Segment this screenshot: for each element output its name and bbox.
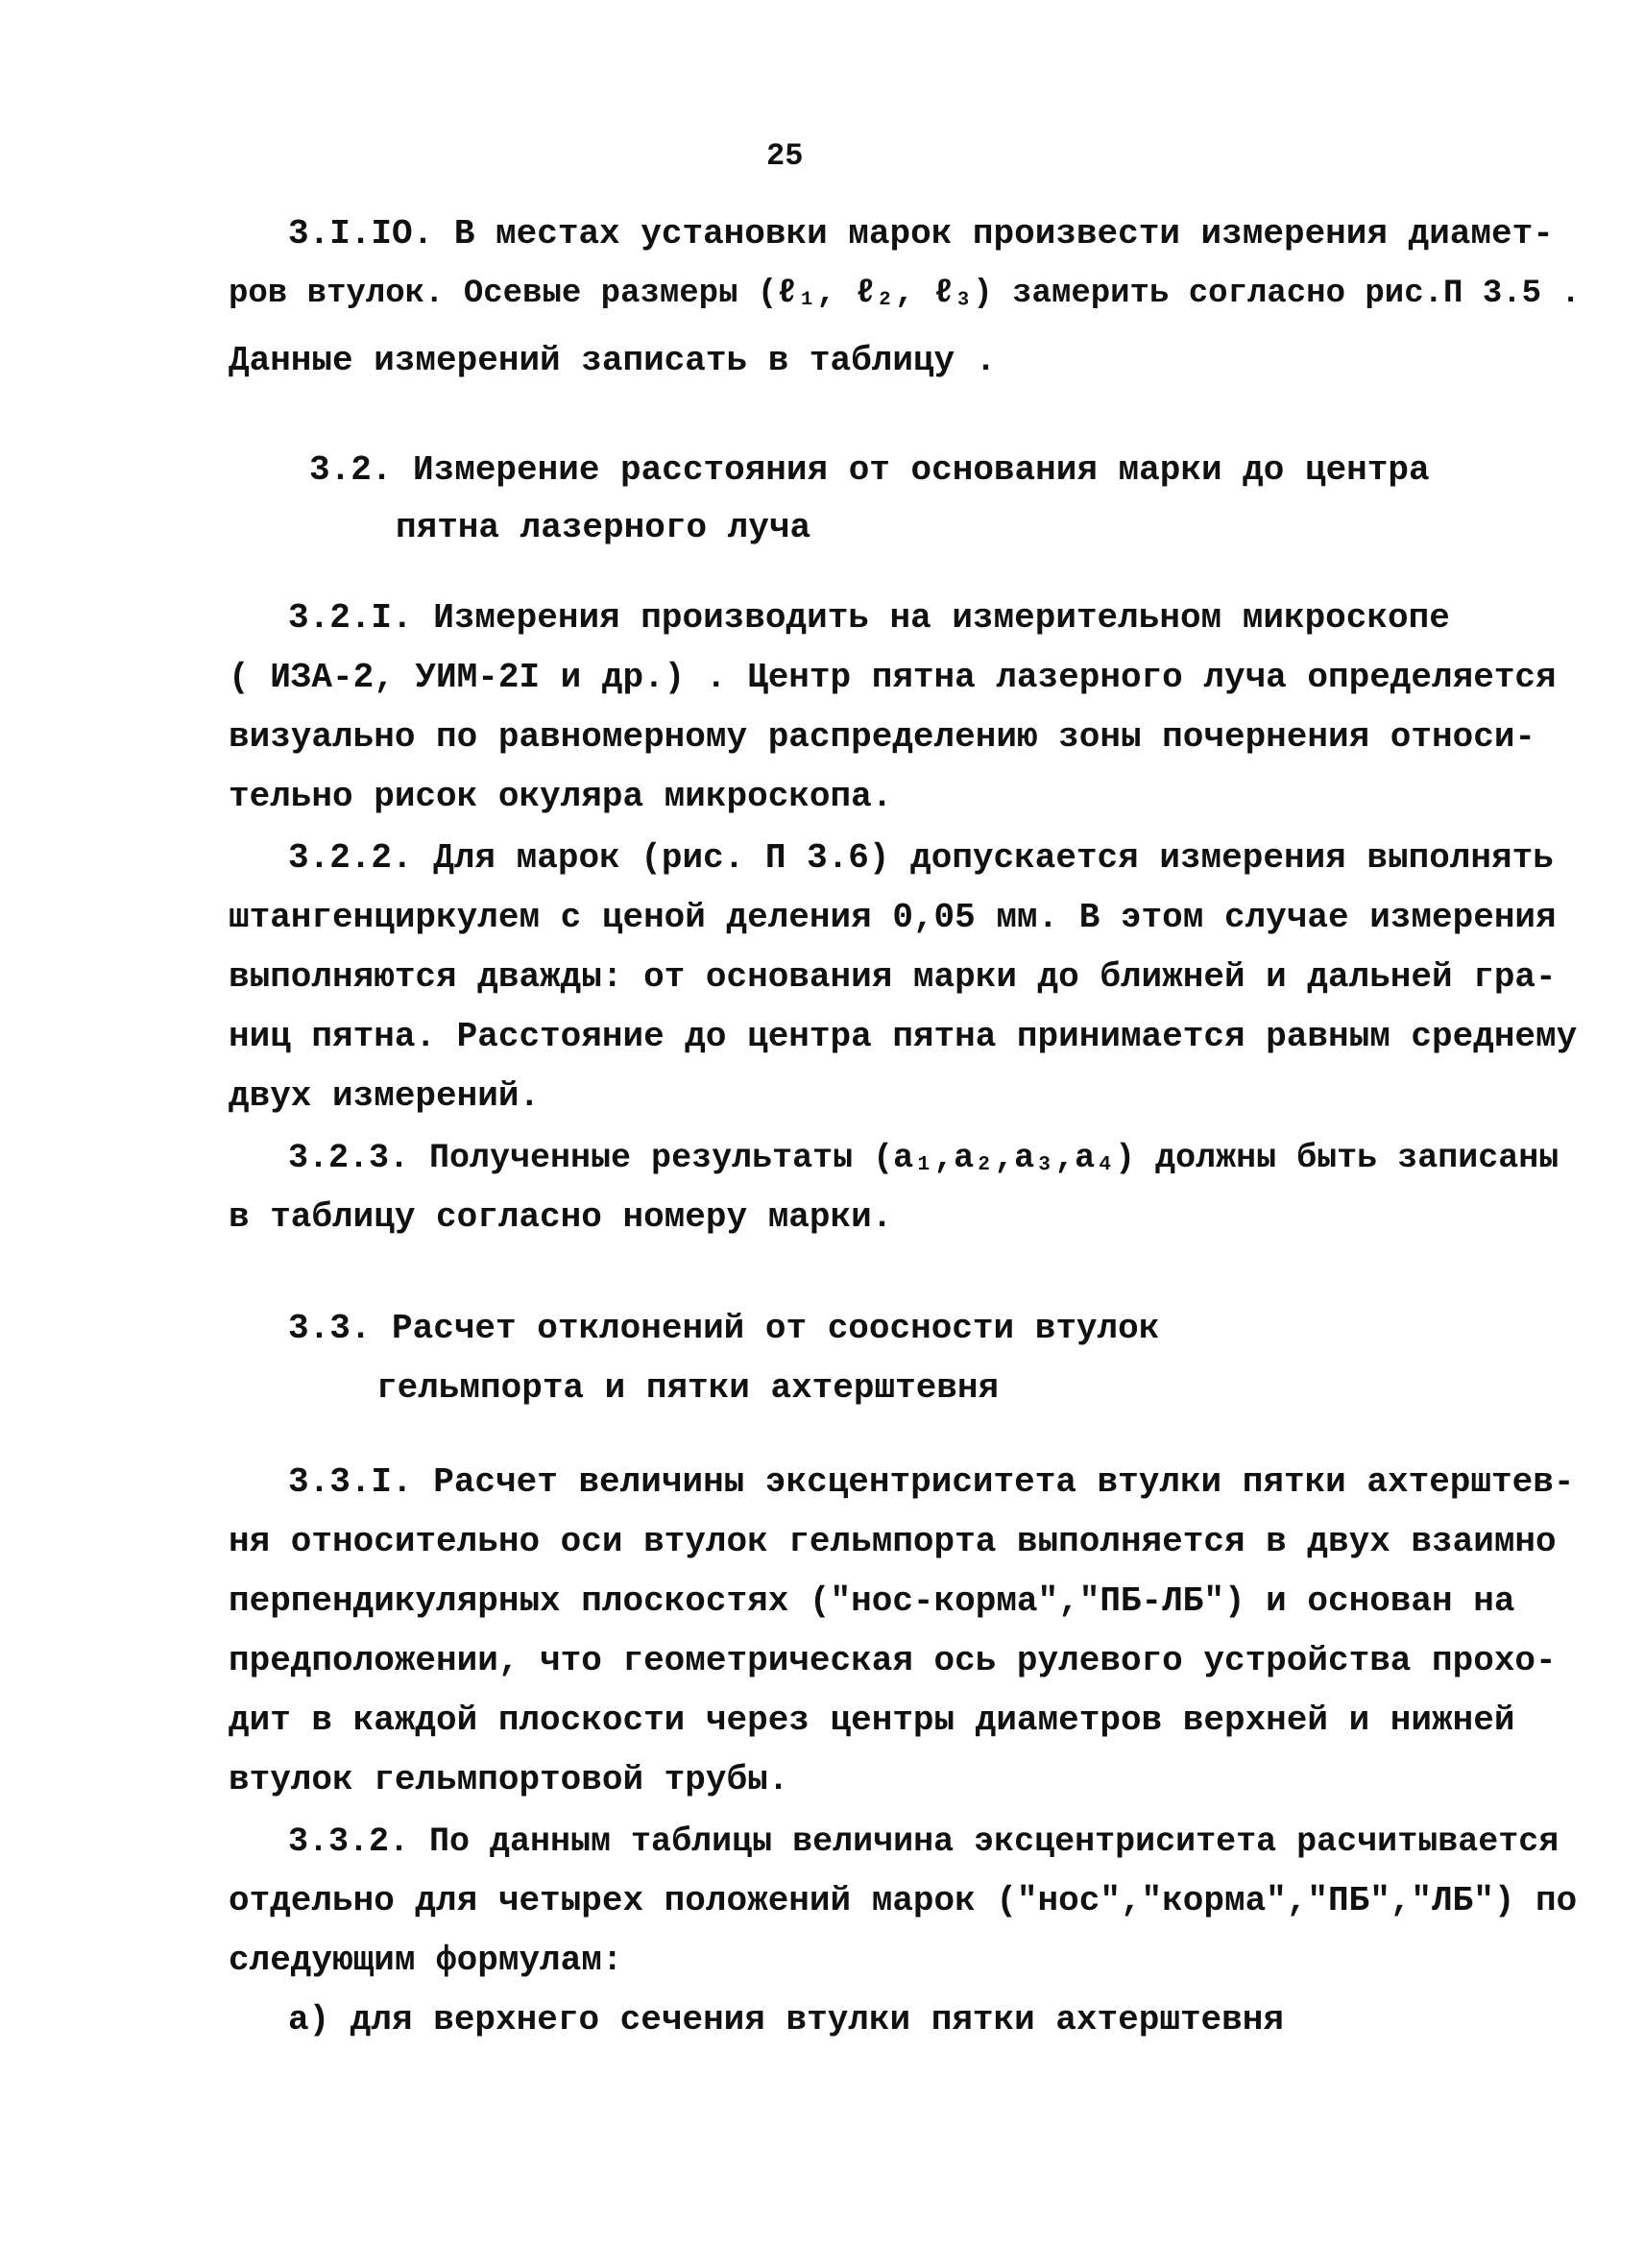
section-3-3-1-line-5: дит в каждой плоскости через центры диаметров верхней и нижней <box>229 1701 1515 1740</box>
section-3-3-2-line-1: 3.3.2. По данным таблицы величина эксцентриситета расчитывается <box>288 1822 1559 1861</box>
section-3-2-3-line-2: в таблицу согласно номеру марки. <box>229 1197 893 1237</box>
section-3-3-1-line-6: втулок гельмпортовой трубы. <box>229 1760 789 1799</box>
section-3-3-1-line-2: ня относительно оси втулок гельмпорта выполняется в двух взаимно <box>229 1522 1557 1561</box>
section-3-3-heading-line-1: 3.3. Расчет отклонений от соосности втулок <box>288 1309 1160 1348</box>
section-3-2-1-line-3: визуально по равномерному распределению зоны почернения относи- <box>229 717 1536 757</box>
section-3-2-2-line-3: выполняются дважды: от основания марки до ближней и дальней гра- <box>229 957 1557 997</box>
section-3-2-2-line-4: ниц пятна. Расстояние до центра пятна принимается равным среднему <box>229 1017 1578 1056</box>
section-3-2-2-line-5: двух измерений. <box>229 1076 541 1116</box>
section-3-1-10-line-3: Данные измерений записать в таблицу . <box>229 341 997 380</box>
section-3-3-heading-line-2: гельмпорта и пятки ахтерштевня <box>376 1368 1000 1408</box>
section-3-2-1-line-2: ( ИЗА-2, УИМ-2I и др.) . Центр пятна лазерного луча определяется <box>229 658 1557 697</box>
section-3-3-1-line-1: 3.3.I. Расчет величины эксцентриситета втулки пятки ахтерштев- <box>288 1462 1575 1502</box>
section-3-2-1-line-1: 3.2.I. Измерения производить на измерительном микроскопе <box>288 598 1450 638</box>
section-3-2-1-line-4: тельно рисок окуляра микроскопа. <box>229 777 893 816</box>
section-3-3-2-item-a: а) для верхнего сечения втулки пятки ахтерштевня <box>288 2000 1284 2039</box>
section-3-3-2-line-3: следующим формулам: <box>229 1941 623 1980</box>
section-3-3-2-line-2: отдельно для четырех положений марок ("нос","корма","ПБ","ЛБ") по <box>229 1881 1578 1920</box>
section-3-2-heading-line-1: 3.2. Измерение расстояния от основания марки до центра <box>309 450 1430 490</box>
section-3-3-1-line-4: предположении, что геометрическая ось рулевого устройства прохо- <box>229 1641 1557 1680</box>
section-3-2-2-line-2: штангенциркулем с ценой деления 0,05 мм. В этом случае измерения <box>229 898 1557 937</box>
section-3-1-10-line-2: ров втулок. Осевые размеры (ℓ₁, ℓ₂, ℓ₃) замерить согласно рис.П 3.5 . <box>229 276 1581 312</box>
section-3-2-2-line-1: 3.2.2. Для марок (рис. П 3.6) допускается измерения выполнять <box>288 838 1554 878</box>
section-3-2-heading-line-2: пятна лазерного луча <box>396 508 811 547</box>
section-3-3-1-line-3: перпендикулярных плоскостях ("нос-корма","ПБ-ЛБ") и основан на <box>229 1581 1515 1621</box>
section-3-1-10-line-1: 3.I.IO. В местах установки марок произвести измерения диамет- <box>288 214 1554 253</box>
section-3-2-3-line-1: 3.2.3. Полученные результаты (a₁,a₂,a₃,a₄) должны быть записаны <box>288 1139 1559 1177</box>
page-number: 25 <box>766 138 804 174</box>
